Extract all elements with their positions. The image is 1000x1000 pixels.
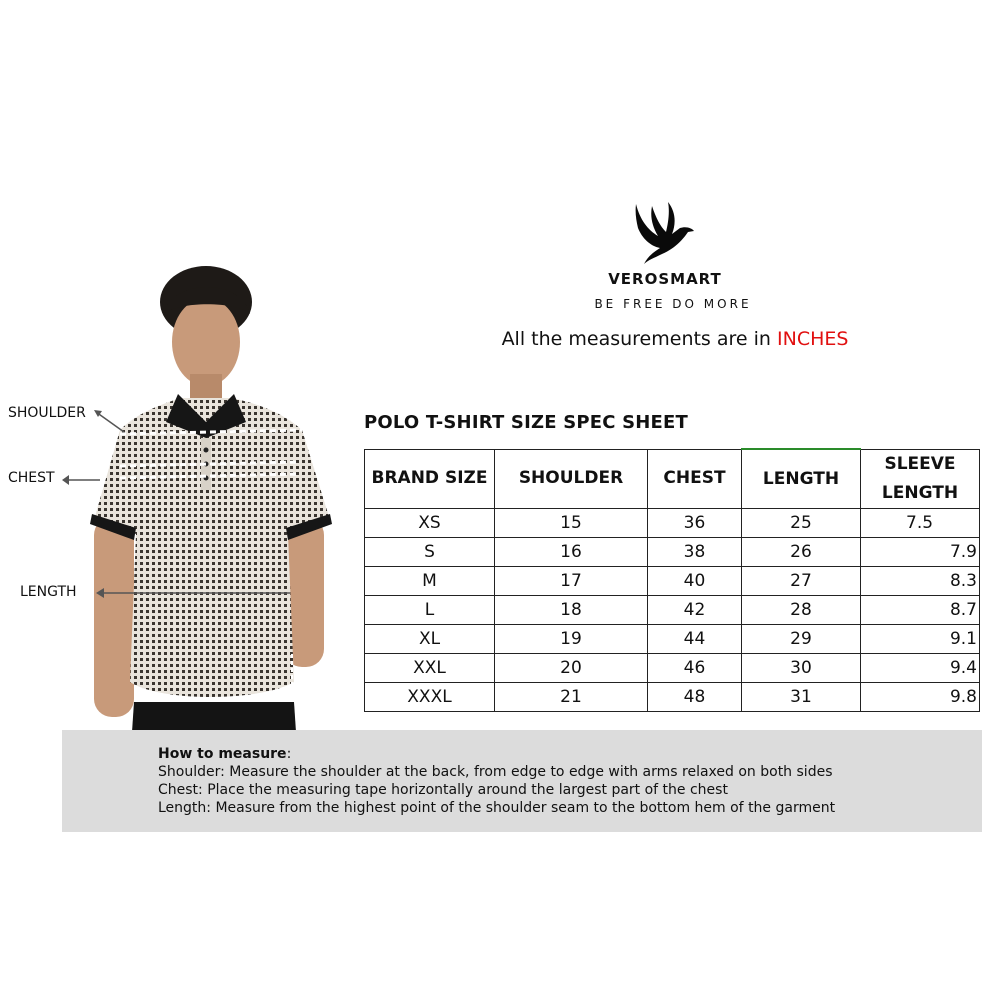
cell-size: XXL [365,654,495,683]
cell-sleeve-length: 8.7 [861,596,980,625]
units-note [440,328,910,350]
chest-instruction: Chest: Place the measuring tape horizontally around the largest part of the chest [158,782,728,798]
cell-sleeve-length: 7.9 [861,538,980,567]
cell-length: 30 [742,654,861,683]
table-row [365,596,980,625]
units-note-text: All the measurements are in [501,328,777,350]
units-note-highlight: INCHES [777,328,849,350]
how-to-measure-text: How to measure: Shoulder: Measure the shoulder at the back, from edge to edge with arms relaxed on both sides Chest: Place the measuring tape horizontally around the largest part of the chest Length: Measure from the highest point of the shoulder seam to the bottom hem of the garment [158,746,836,816]
cell-length: 31 [742,683,861,712]
cell-sleeve-length: 7.5 [861,509,980,538]
cell-size: M [365,567,495,596]
cell-chest: 46 [648,654,742,683]
cell-sleeve-length: 9.8 [861,683,980,712]
bird-logo-icon [630,198,698,266]
table-row [365,683,980,712]
arrow-icon [92,408,126,434]
length-label: LENGTH [20,584,77,600]
cell-size: XS [365,509,495,538]
cell-length: 28 [742,596,861,625]
shoulder-label: SHOULDER [8,405,86,421]
how-to-measure-heading: How to measure [158,746,287,762]
cell-size: S [365,538,495,567]
cell-size: XL [365,625,495,654]
brand-tagline: BE FREE DO MORE [594,297,752,311]
cell-size: L [365,596,495,625]
size-spec-table [364,448,980,712]
cell-chest: 40 [648,567,742,596]
table-row [365,567,980,596]
header-chest: CHEST [648,449,742,509]
header-brand-size: BRAND SIZE [365,449,495,509]
cell-length: 27 [742,567,861,596]
cell-shoulder: 18 [495,596,648,625]
cell-length: 26 [742,538,861,567]
cell-shoulder: 21 [495,683,648,712]
arrow-icon [60,473,100,487]
cell-sleeve-length: 9.1 [861,625,980,654]
header-sleeve-length: SLEEVE LENGTH [861,449,980,509]
table-row [365,625,980,654]
cell-chest: 42 [648,596,742,625]
cell-length: 25 [742,509,861,538]
arrow-icon [94,586,290,600]
table-row [365,509,980,538]
brand-name: VEROSMART [608,270,722,288]
cell-shoulder: 17 [495,567,648,596]
table-title: POLO T-SHIRT SIZE SPEC SHEET [364,412,689,433]
cell-sleeve-length: 9.4 [861,654,980,683]
cell-size: XXXL [365,683,495,712]
cell-chest: 36 [648,509,742,538]
header-shoulder: SHOULDER [495,449,648,509]
cell-shoulder: 16 [495,538,648,567]
cell-chest: 38 [648,538,742,567]
cell-shoulder: 20 [495,654,648,683]
table-header-row [365,449,980,509]
header-length: LENGTH [742,449,861,509]
cell-chest: 44 [648,625,742,654]
cell-sleeve-length: 8.3 [861,567,980,596]
table-row [365,654,980,683]
cell-length: 29 [742,625,861,654]
chest-label: CHEST [8,470,55,486]
table-row [365,538,980,567]
cell-shoulder: 19 [495,625,648,654]
cell-chest: 48 [648,683,742,712]
model-illustration [80,262,350,732]
shoulder-instruction: Shoulder: Measure the shoulder at the back, from edge to edge with arms relaxed on both sides [158,764,833,780]
cell-shoulder: 15 [495,509,648,538]
length-instruction: Length: Measure from the highest point of the shoulder seam to the bottom hem of the garment [158,800,836,816]
